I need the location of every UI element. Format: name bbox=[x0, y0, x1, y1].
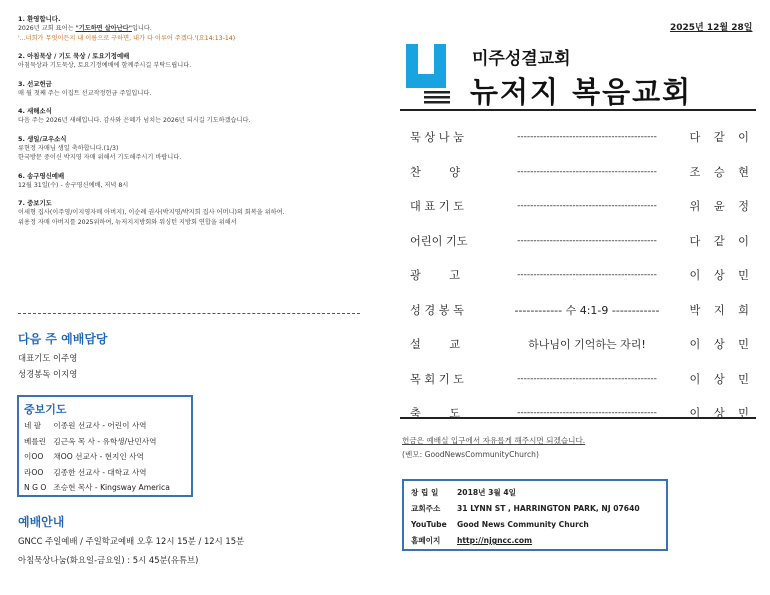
order-leader: 이 상 민 bbox=[689, 372, 754, 386]
announcement-3 bbox=[18, 79, 368, 99]
order-detail: ------------------------------------------- bbox=[517, 132, 657, 143]
bulletin-date: 2025년 12월 28일 bbox=[670, 23, 753, 33]
announcement-line: 위용정 자매 아버지를 2025위하여, 뉴저지지방회와 워싱턴 지방회 연합을 위해서 bbox=[18, 218, 237, 226]
order-detail: ------------------------------------------- bbox=[517, 408, 657, 419]
worship-info bbox=[18, 513, 244, 570]
info-row: 창 립 일 2018년 3월 4일 bbox=[411, 488, 516, 497]
order-row bbox=[410, 155, 754, 190]
bulletin-page bbox=[400, 0, 760, 595]
announcement-line: 2026년 교회 표어는 "기도하면 살아난다"입니다. bbox=[18, 25, 152, 32]
intercessory-prayer-box bbox=[17, 395, 193, 497]
order-row bbox=[410, 258, 754, 293]
prayer-row: 베를린 김근옥 목 사 - 유학생/난민사역 bbox=[24, 436, 157, 446]
worship-heading: 예배안내 bbox=[18, 515, 65, 529]
scripture-reading: ------------ 수 4:1-9 ------------ bbox=[514, 303, 660, 317]
order-label: 광 고 bbox=[410, 269, 461, 283]
order-row bbox=[410, 362, 754, 397]
order-of-worship bbox=[410, 120, 754, 431]
announcement-title: 1. 환영합니다. bbox=[18, 15, 61, 23]
announcement-title: 6. 송구영신예배 bbox=[18, 171, 65, 180]
worship-line: 아침묵상나눔(화요일-금요일) : 5시 45분(유튜브) bbox=[18, 555, 199, 565]
footer-divider bbox=[400, 417, 756, 419]
order-detail: ------------------------------------------- bbox=[517, 166, 657, 177]
order-row bbox=[410, 189, 754, 224]
prayer-heading: 중보기도 bbox=[24, 403, 67, 416]
announcement-6 bbox=[18, 171, 368, 191]
order-label: 성 경 봉 독 bbox=[410, 303, 464, 317]
announcement-7 bbox=[18, 198, 368, 227]
announcements-section bbox=[18, 14, 368, 235]
announcement-line: 한국방문 중이신 박지영 자매 위해서 기도해주시기 바랍니다. bbox=[18, 154, 182, 161]
order-leader: 다 같 이 bbox=[689, 131, 754, 145]
order-label: 찬 양 bbox=[410, 165, 461, 179]
order-leader: 위 윤 정 bbox=[689, 200, 754, 214]
order-leader: 이 상 민 bbox=[689, 269, 754, 283]
offering-notice bbox=[402, 434, 585, 462]
duty-line: 대표기도 이주영 bbox=[18, 353, 78, 363]
order-label: 어린이 기도 bbox=[410, 234, 468, 248]
announcement-title: 4. 새해소식 bbox=[18, 107, 52, 115]
order-leader: 조 승 현 bbox=[689, 165, 754, 179]
section-divider bbox=[18, 313, 360, 314]
header-divider bbox=[400, 109, 756, 111]
church-info-box bbox=[402, 479, 668, 551]
order-leader: 다 같 이 bbox=[689, 234, 754, 248]
order-leader: 이 상 민 bbox=[689, 338, 754, 352]
order-label: 대 표 기 도 bbox=[410, 200, 464, 214]
prayer-row: 네 팔 이종원 선교사 - 어린이 사역 bbox=[24, 421, 147, 430]
duty-line: 성경봉독 이지영 bbox=[18, 369, 78, 379]
announcement-2 bbox=[18, 51, 368, 71]
venmo-line: (벤모: GoodNewsCommunityChurch) bbox=[402, 450, 539, 459]
prayer-row: 라OO 김종한 선교사 - 대학교 사역 bbox=[24, 467, 147, 477]
church-name: 뉴저지 복음교회 bbox=[470, 75, 693, 109]
announcement-title: 3. 선교헌금 bbox=[18, 79, 52, 88]
order-leader: 이 상 민 bbox=[689, 407, 754, 421]
announcement-title: 5. 생일/교우소식 bbox=[18, 134, 67, 143]
info-row: 홈페이지 http://njgncc.com bbox=[411, 536, 533, 545]
announcement-line: 12월 31일(수) - 송구영신예배, 저녁 8시 bbox=[18, 181, 129, 189]
next-week-heading: 다음 주 예배담당 bbox=[18, 332, 108, 346]
info-row: 교회주소 31 LYNN ST , HARRINGTON PARK, NJ 07640 bbox=[411, 504, 640, 513]
announcement-5 bbox=[18, 134, 368, 163]
offering-line: 헌금은 예배실 입구에서 자유롭게 해주시면 되겠습니다. bbox=[402, 436, 586, 445]
motto-highlight: "기도하면 살아난다" bbox=[75, 25, 132, 32]
order-detail: ------------------------------------------- bbox=[517, 373, 657, 384]
prayer-row: 이OO 채OO 선교사 - 현지인 사역 bbox=[24, 452, 144, 461]
announcement-line: 이세형 집사(이주영/이지영자매 아버지), 이순례 권사(박지영/박지희 집사 어머니)의 회복을 위하여. bbox=[18, 209, 285, 216]
order-label: 설 교 bbox=[410, 338, 461, 352]
order-label: 축 도 bbox=[410, 407, 461, 421]
order-row bbox=[410, 224, 754, 259]
announcement-title: 7. 중보기도 bbox=[18, 199, 52, 207]
announcement-title: 2. 아침묵상 / 기도 묵상 / 토요기정예배 bbox=[18, 52, 130, 60]
order-leader: 박 지 희 bbox=[689, 303, 754, 317]
order-label: 목 회 기 도 bbox=[410, 372, 464, 386]
announcement-4 bbox=[18, 106, 368, 126]
announcement-1 bbox=[18, 14, 368, 43]
next-week-duty bbox=[18, 330, 108, 382]
order-row bbox=[410, 327, 754, 362]
order-detail: ------------------------------------------- bbox=[517, 235, 657, 246]
announcement-line: 류현정 자매님 생일 축하합니다.(1/3) bbox=[18, 144, 119, 152]
info-row: YouTube Good News Community Church bbox=[411, 520, 589, 529]
order-row bbox=[410, 396, 754, 431]
church-denomination: 미주성결교회 bbox=[472, 49, 571, 69]
church-logo-icon bbox=[404, 44, 456, 104]
announcement-line: 아침묵상과 기도묵상, 토요기정예배에 함께주시길 부탁드립니다. bbox=[18, 62, 192, 69]
prayer-row: N G O 조승현 목사 - Kingsway America bbox=[24, 483, 170, 492]
order-label: 묵 상 나 눔 bbox=[410, 131, 464, 145]
sermon-title: 하나님이 기억하는 자리! bbox=[528, 338, 646, 352]
announcement-line: 다음 주는 2026년 새해입니다. 감사와 은혜가 넘치는 2026년 되시길 기도하겠습니다. bbox=[18, 117, 251, 124]
announcement-line: 매 월 첫째 주는 이집트 선교작정헌금 주일입니다. bbox=[18, 89, 152, 97]
homepage-link[interactable]: http://njgncc.com bbox=[457, 536, 533, 545]
order-row bbox=[410, 120, 754, 155]
order-row bbox=[410, 293, 754, 328]
worship-line: GNCC 주일예배 / 주일학교예배 오후 12시 15분 / 12시 15분 bbox=[18, 536, 245, 546]
order-detail: ------------------------------------------- bbox=[517, 270, 657, 281]
order-detail: ------------------------------------------- bbox=[517, 201, 657, 212]
bible-verse: '...너희가 무엇이든지 내 이름으로 구하면, 내가 다 이루어 주겠다.'(요14:13-14) bbox=[18, 34, 236, 42]
